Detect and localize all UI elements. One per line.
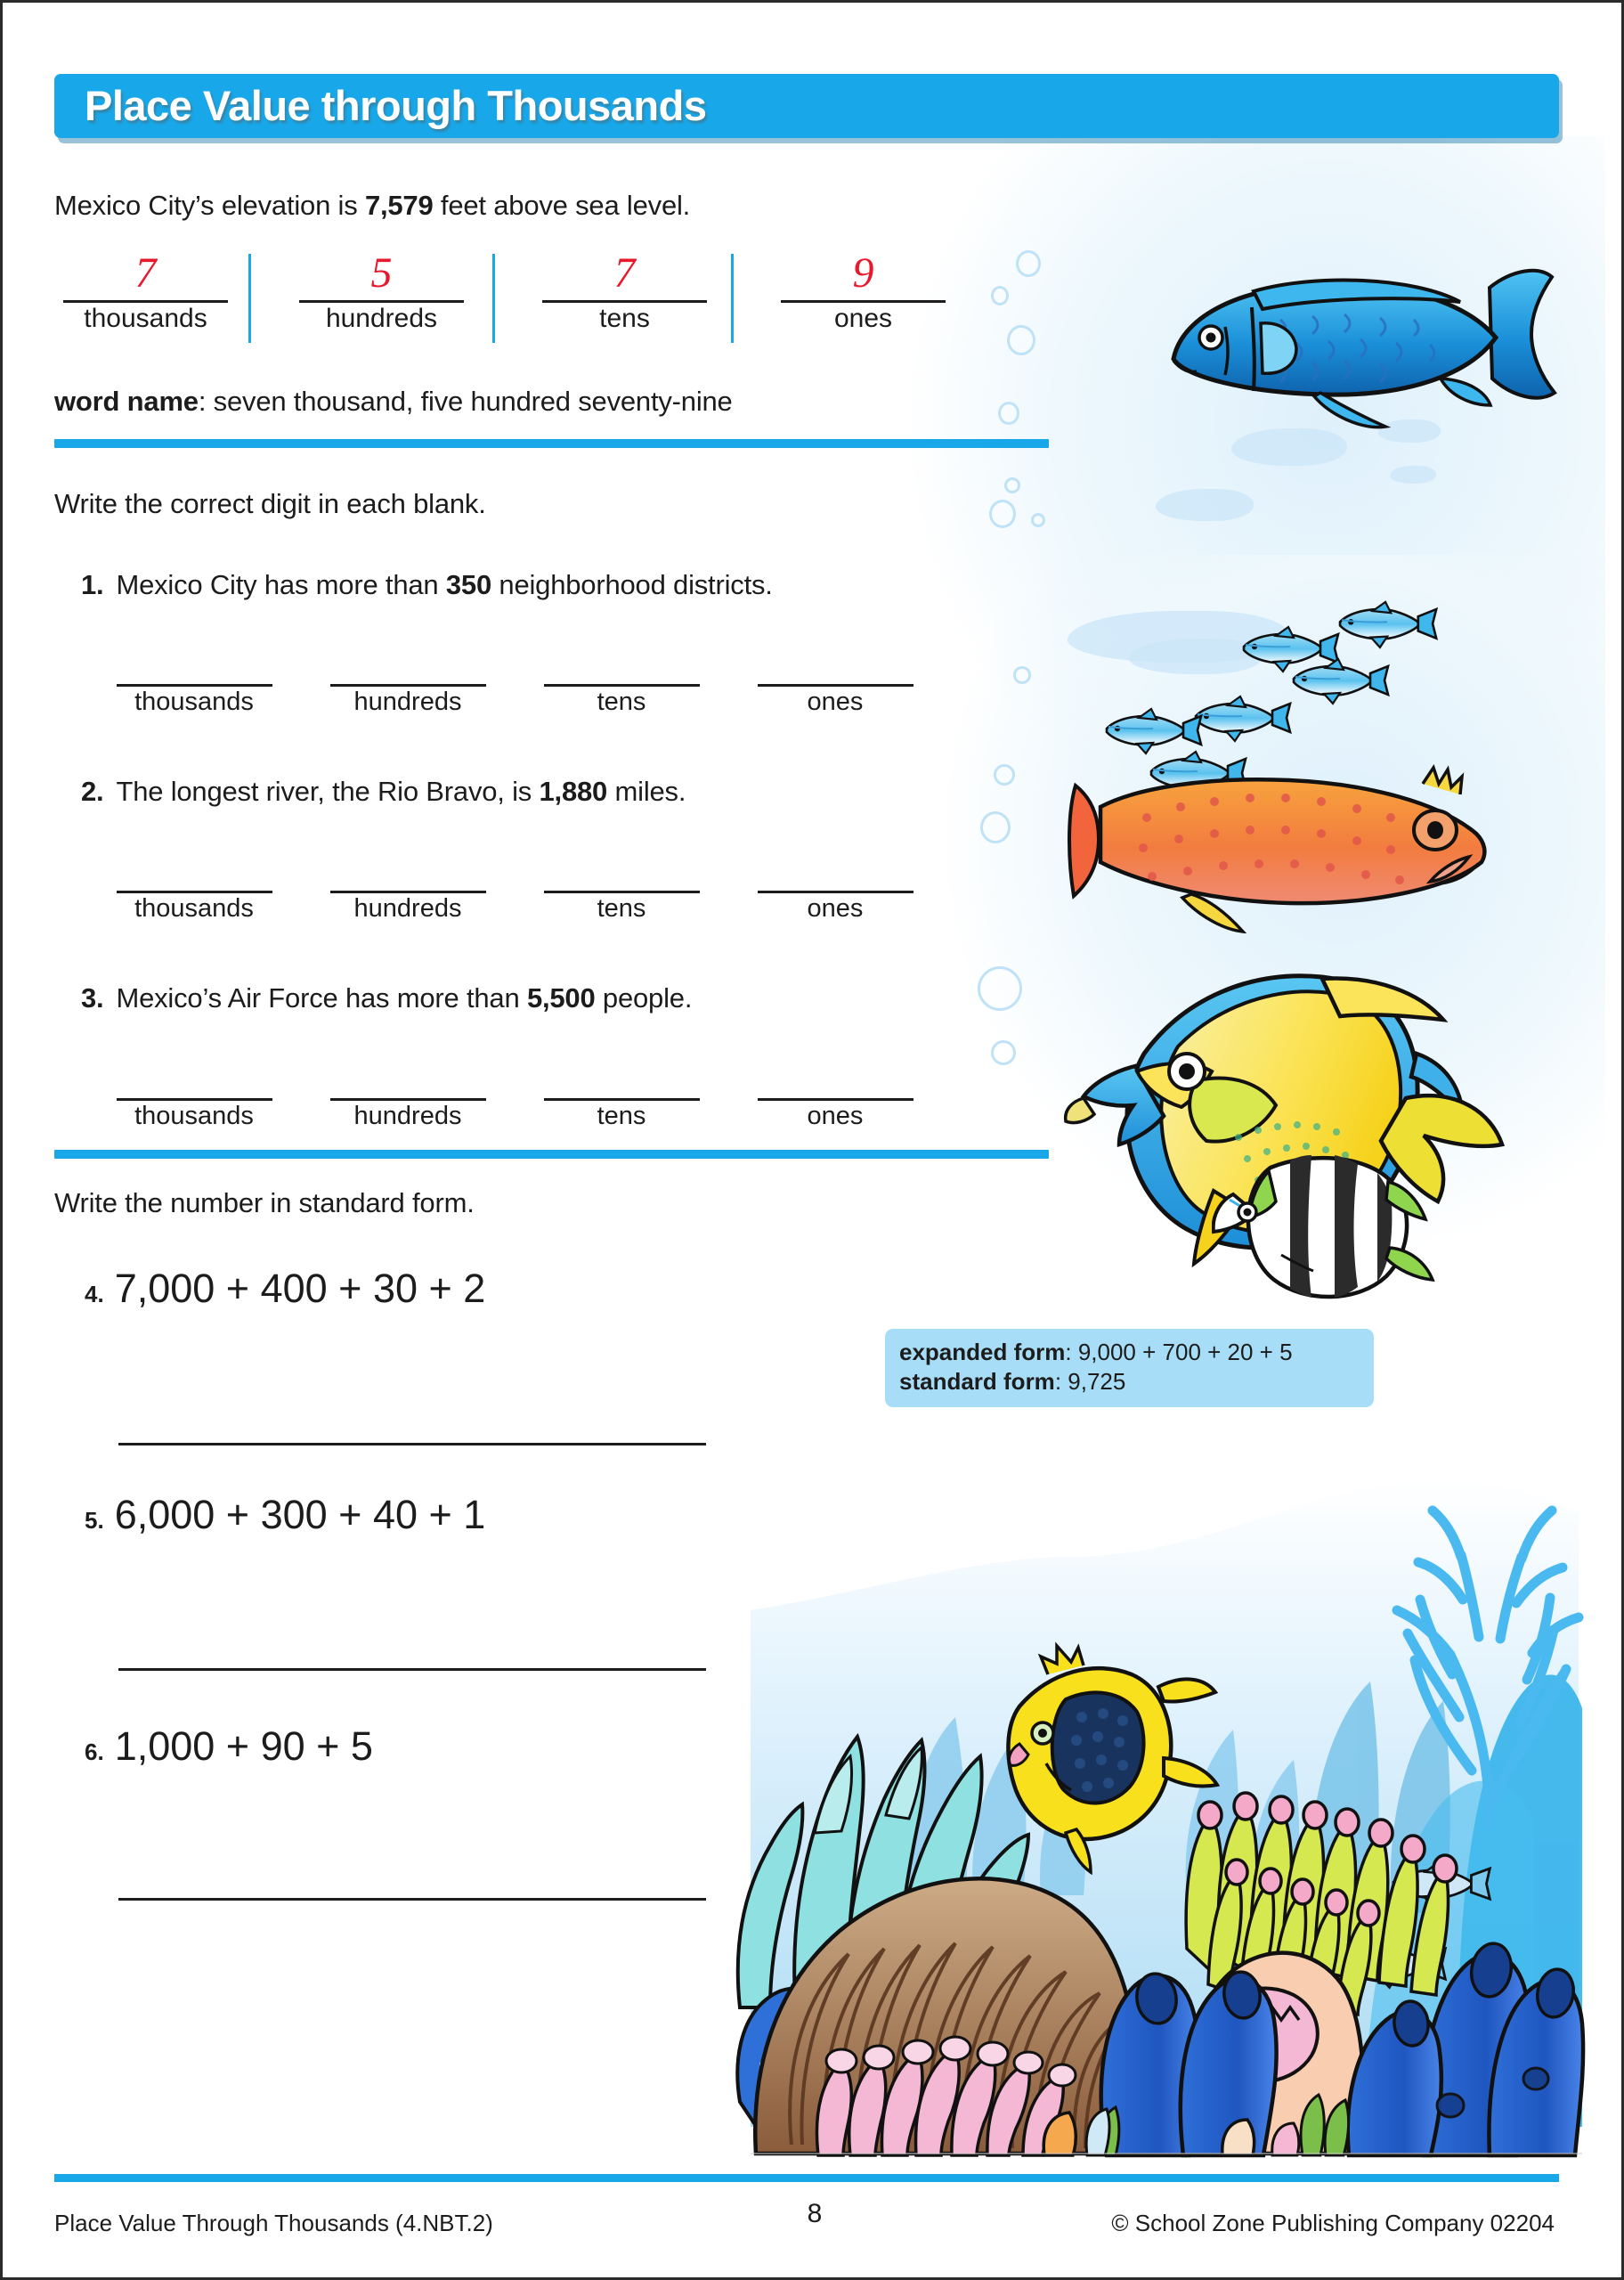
answer-blank-label: thousands — [134, 688, 254, 716]
question-1-post: neighborhood districts. — [491, 569, 773, 600]
answer-blank-label: ones — [807, 1102, 864, 1130]
blue-parrotfish-icon — [1147, 261, 1565, 448]
queen-angelfish-icon — [1028, 947, 1527, 1294]
water-wash-top — [911, 136, 1605, 849]
place-value-label-hundreds: hundreds — [325, 304, 438, 333]
answer-blank-rule[interactable] — [758, 891, 914, 893]
school-of-small-fish-icon — [1053, 595, 1516, 818]
question-3-pre: Mexico’s Air Force has more than — [116, 982, 527, 1014]
question-6 — [85, 1723, 373, 1770]
place-value-rule — [63, 300, 228, 303]
question-3-post: people. — [595, 982, 693, 1014]
page-title: Place Value through Thousands — [85, 82, 707, 129]
hint-standard-value: 9,725 — [1068, 1368, 1126, 1395]
question-2-number: 2. — [81, 776, 104, 807]
question-5-expression: 6,000 + 300 + 40 + 1 — [114, 1492, 486, 1537]
place-value-label-tens: tens — [599, 304, 650, 333]
ghost-fish-icon — [1231, 428, 1347, 466]
answer-blank-label: tens — [597, 1102, 646, 1130]
word-name-value: seven thousand, five hundred seventy-nine — [213, 386, 733, 417]
question-2-pre: The longest river, the Rio Bravo, is — [116, 776, 540, 807]
answer-blank-rule[interactable] — [330, 891, 486, 893]
answer-line-4[interactable] — [118, 1443, 706, 1445]
answer-blanks-1[interactable] — [110, 684, 946, 739]
word-name-line — [54, 386, 733, 418]
question-5 — [85, 1492, 485, 1538]
question-2 — [81, 776, 686, 808]
question-1-pre: Mexico City has more than — [116, 569, 446, 600]
bubbles-icon — [994, 764, 1015, 786]
water-wash-mid — [946, 555, 1605, 1250]
hint-standard-line — [899, 1367, 1360, 1396]
question-2-post: miles. — [607, 776, 686, 807]
hint-expanded-line — [899, 1338, 1360, 1367]
place-value-digit-hundreds: 5 — [370, 249, 393, 297]
place-value-label-ones: ones — [833, 304, 893, 333]
hint-expanded-value: 9,000 + 700 + 20 + 5 — [1077, 1339, 1293, 1365]
ghost-fish-icon — [1378, 419, 1441, 443]
answer-blank-rule[interactable] — [544, 891, 700, 893]
section-divider-rule-middle — [54, 1150, 1049, 1159]
page-number: 8 — [807, 2199, 823, 2228]
word-name-separator: : — [198, 386, 214, 417]
answer-blank-label: ones — [807, 688, 864, 716]
bubbles-icon — [991, 1040, 1016, 1065]
form-hint-box — [885, 1329, 1374, 1407]
hint-standard-separator: : — [1054, 1368, 1068, 1395]
place-value-digit-tens: 7 — [613, 249, 636, 297]
bubbles-icon — [978, 966, 1022, 1011]
answer-blank-label: hundreds — [353, 894, 462, 923]
question-6-number: 6. — [85, 1738, 104, 1765]
question-6-expression: 1,000 + 90 + 5 — [114, 1723, 373, 1769]
place-value-divider — [731, 254, 734, 343]
footer-copyright: © School Zone Publishing Company 02204 — [1111, 2210, 1555, 2236]
question-3-value: 5,500 — [526, 982, 596, 1014]
question-2-value: 1,880 — [539, 776, 608, 807]
question-3-number: 3. — [81, 982, 104, 1014]
question-1-value: 350 — [445, 569, 491, 600]
bubbles-icon — [1004, 477, 1020, 493]
section-divider-rule-top — [54, 439, 1049, 448]
striped-butterflyfish-icon — [1212, 1150, 1443, 1310]
ghost-fish-icon — [1156, 489, 1254, 521]
answer-blank-rule[interactable] — [330, 684, 486, 687]
question-4 — [85, 1266, 485, 1312]
answer-blank-rule[interactable] — [117, 684, 272, 687]
question-4-expression: 7,000 + 400 + 30 + 2 — [114, 1266, 486, 1311]
question-4-number: 4. — [85, 1281, 104, 1307]
orange-grouper-fish-icon — [1067, 764, 1530, 933]
bubbles-icon — [998, 402, 1019, 425]
page-title-bar — [54, 74, 1559, 138]
answer-blank-label: thousands — [134, 894, 254, 923]
answer-blanks-2[interactable] — [110, 891, 946, 946]
answer-blank-label: hundreds — [353, 1102, 462, 1130]
hint-expanded-separator: : — [1065, 1339, 1078, 1365]
answer-line-6[interactable] — [118, 1898, 706, 1901]
bubbles-icon — [1013, 666, 1031, 684]
hint-standard-label: standard form — [899, 1368, 1055, 1395]
answer-blank-rule[interactable] — [758, 684, 914, 687]
answer-blanks-3[interactable] — [110, 1098, 946, 1153]
bubbles-icon — [989, 500, 1016, 528]
answer-blank-label: tens — [597, 688, 646, 716]
section-two-instruction: Write the number in standard form. — [54, 1187, 475, 1218]
hint-expanded-label: expanded form — [899, 1339, 1066, 1365]
footer-divider-rule — [54, 2174, 1559, 2182]
answer-blank-label: ones — [807, 894, 864, 923]
place-value-digit-ones: 9 — [852, 249, 874, 297]
answer-blank-label: thousands — [134, 1102, 254, 1130]
question-3 — [81, 982, 692, 1014]
place-value-divider — [492, 254, 495, 343]
ghost-fish-icon — [1390, 466, 1436, 484]
question-1 — [81, 569, 773, 601]
word-name-label: word name — [54, 386, 199, 417]
coral-reef-icon — [688, 1450, 1587, 2162]
intro-sentence — [54, 190, 690, 222]
answer-blank-label: hundreds — [353, 688, 462, 716]
question-1-number: 1. — [81, 569, 104, 600]
ghost-fish-icon — [1129, 639, 1263, 674]
place-value-divider — [248, 254, 251, 343]
place-value-rule — [299, 300, 464, 303]
section-one-instruction: Write the correct digit in each blank. — [54, 488, 486, 519]
answer-blank-rule[interactable] — [117, 891, 272, 893]
question-5-number: 5. — [85, 1507, 104, 1534]
answer-blank-rule[interactable] — [544, 1098, 700, 1101]
place-value-rule — [542, 300, 707, 303]
answer-blank-rule[interactable] — [758, 1098, 914, 1101]
answer-line-5[interactable] — [118, 1668, 706, 1671]
place-value-digit-thousands: 7 — [134, 249, 157, 297]
intro-sentence-number: 7,579 — [364, 190, 434, 221]
ghost-fish-icon — [1068, 611, 1290, 663]
place-value-example-row — [54, 250, 1025, 348]
footer-standard-label: Place Value Through Thousands (4.NBT.2) — [54, 2210, 493, 2236]
answer-blank-label: tens — [597, 894, 646, 923]
bubbles-icon — [980, 811, 1011, 843]
answer-blank-rule[interactable] — [544, 684, 700, 687]
place-value-label-thousands: thousands — [84, 304, 207, 333]
answer-blank-rule[interactable] — [117, 1098, 272, 1101]
intro-sentence-pre: Mexico City’s elevation is — [54, 190, 365, 221]
bubbles-icon — [1031, 513, 1045, 527]
place-value-rule — [781, 300, 946, 303]
intro-sentence-post: feet above sea level. — [433, 190, 691, 221]
answer-blank-rule[interactable] — [330, 1098, 486, 1101]
